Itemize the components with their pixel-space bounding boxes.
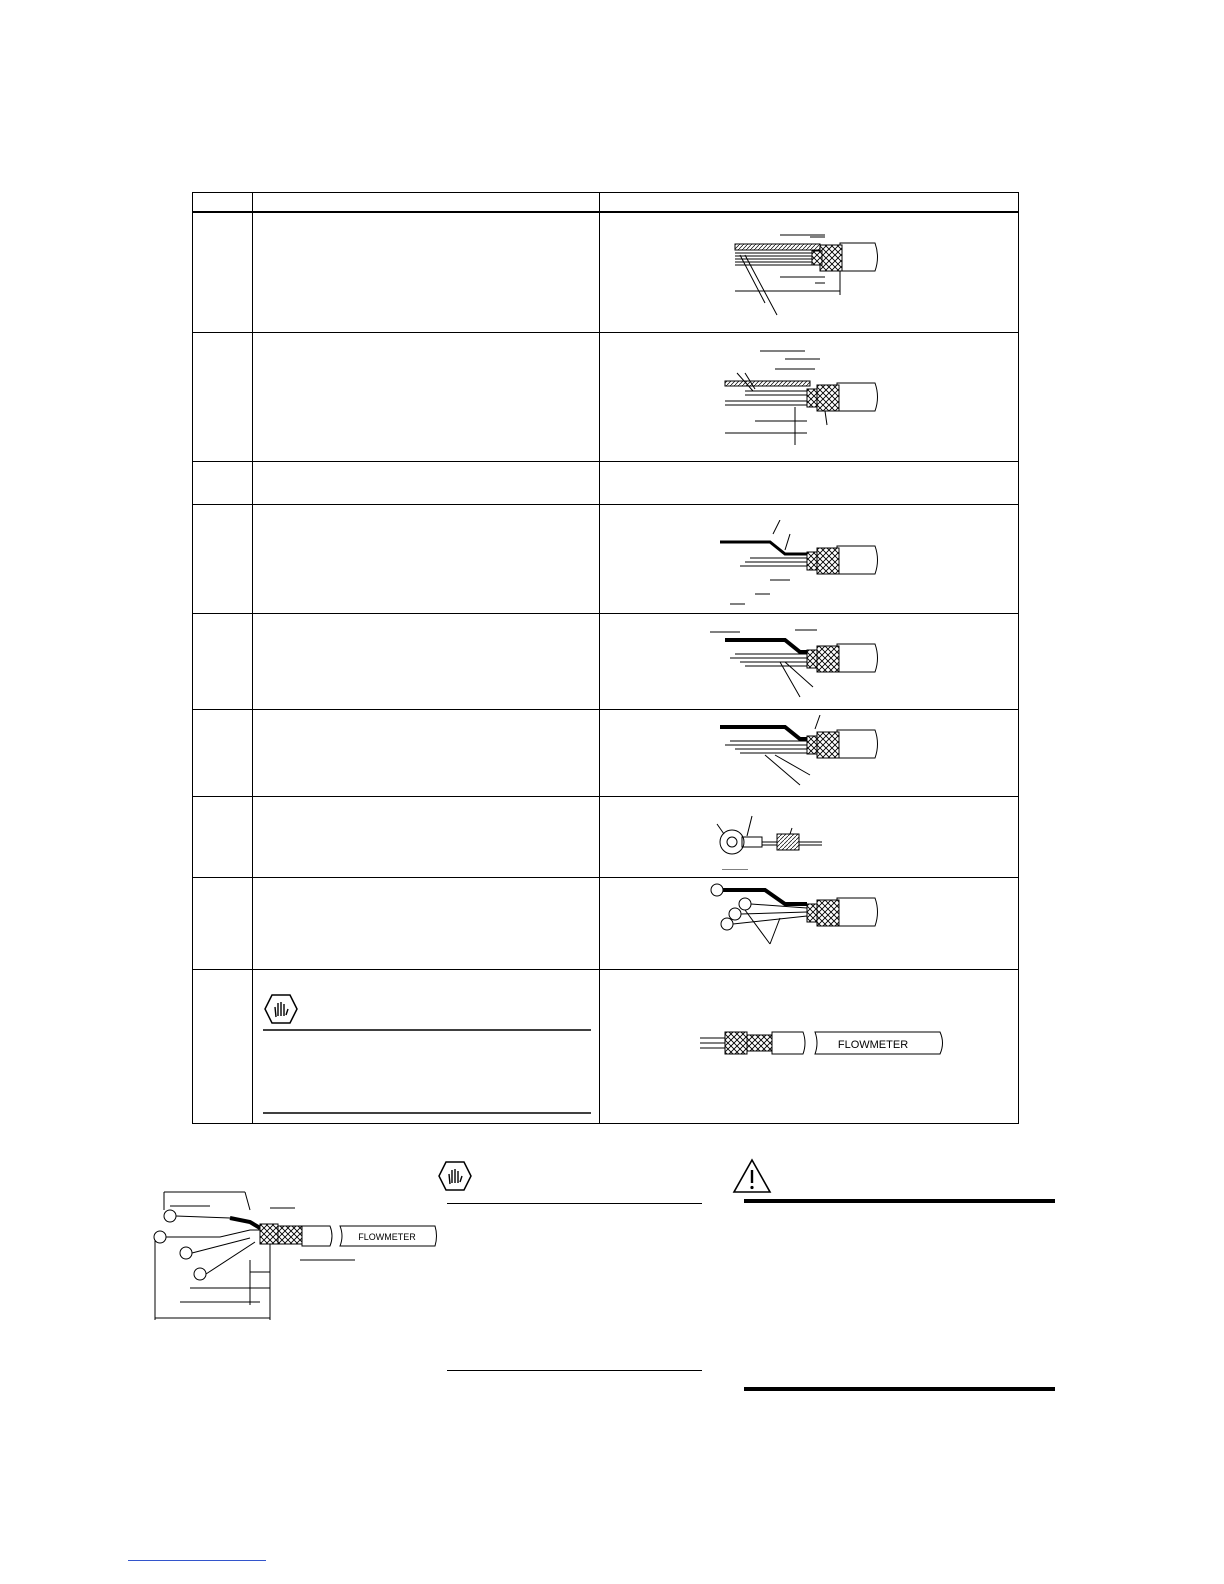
warning-box-bottom-rule bbox=[744, 1387, 1055, 1391]
cable-prep-figure-6 bbox=[715, 715, 880, 790]
cable-prep-figure-2 bbox=[715, 345, 880, 450]
caution-box-bottom-rule bbox=[447, 1370, 702, 1371]
cable-overview-figure bbox=[150, 1180, 440, 1330]
warning-box-top-rule bbox=[744, 1199, 1055, 1203]
cable-prep-figure-1 bbox=[715, 225, 880, 325]
footer-link-underline[interactable] bbox=[128, 1560, 266, 1561]
exclamation-warning-icon bbox=[732, 1158, 772, 1194]
flowmeter-label-step9: FLOWMETER bbox=[837, 1039, 909, 1051]
crimp-terminal-figure bbox=[712, 800, 842, 870]
terminal-assembly-figure bbox=[705, 882, 880, 962]
flowmeter-label-overview: FLOWMETER bbox=[358, 1232, 416, 1242]
hand-caution-icon bbox=[437, 1160, 473, 1192]
hand-caution-icon bbox=[263, 993, 299, 1025]
cable-marking-figure bbox=[695, 1028, 945, 1058]
cable-prep-figure-4 bbox=[715, 520, 880, 610]
cable-prep-figure-5 bbox=[705, 622, 880, 702]
caution-box-top-rule bbox=[447, 1203, 702, 1204]
